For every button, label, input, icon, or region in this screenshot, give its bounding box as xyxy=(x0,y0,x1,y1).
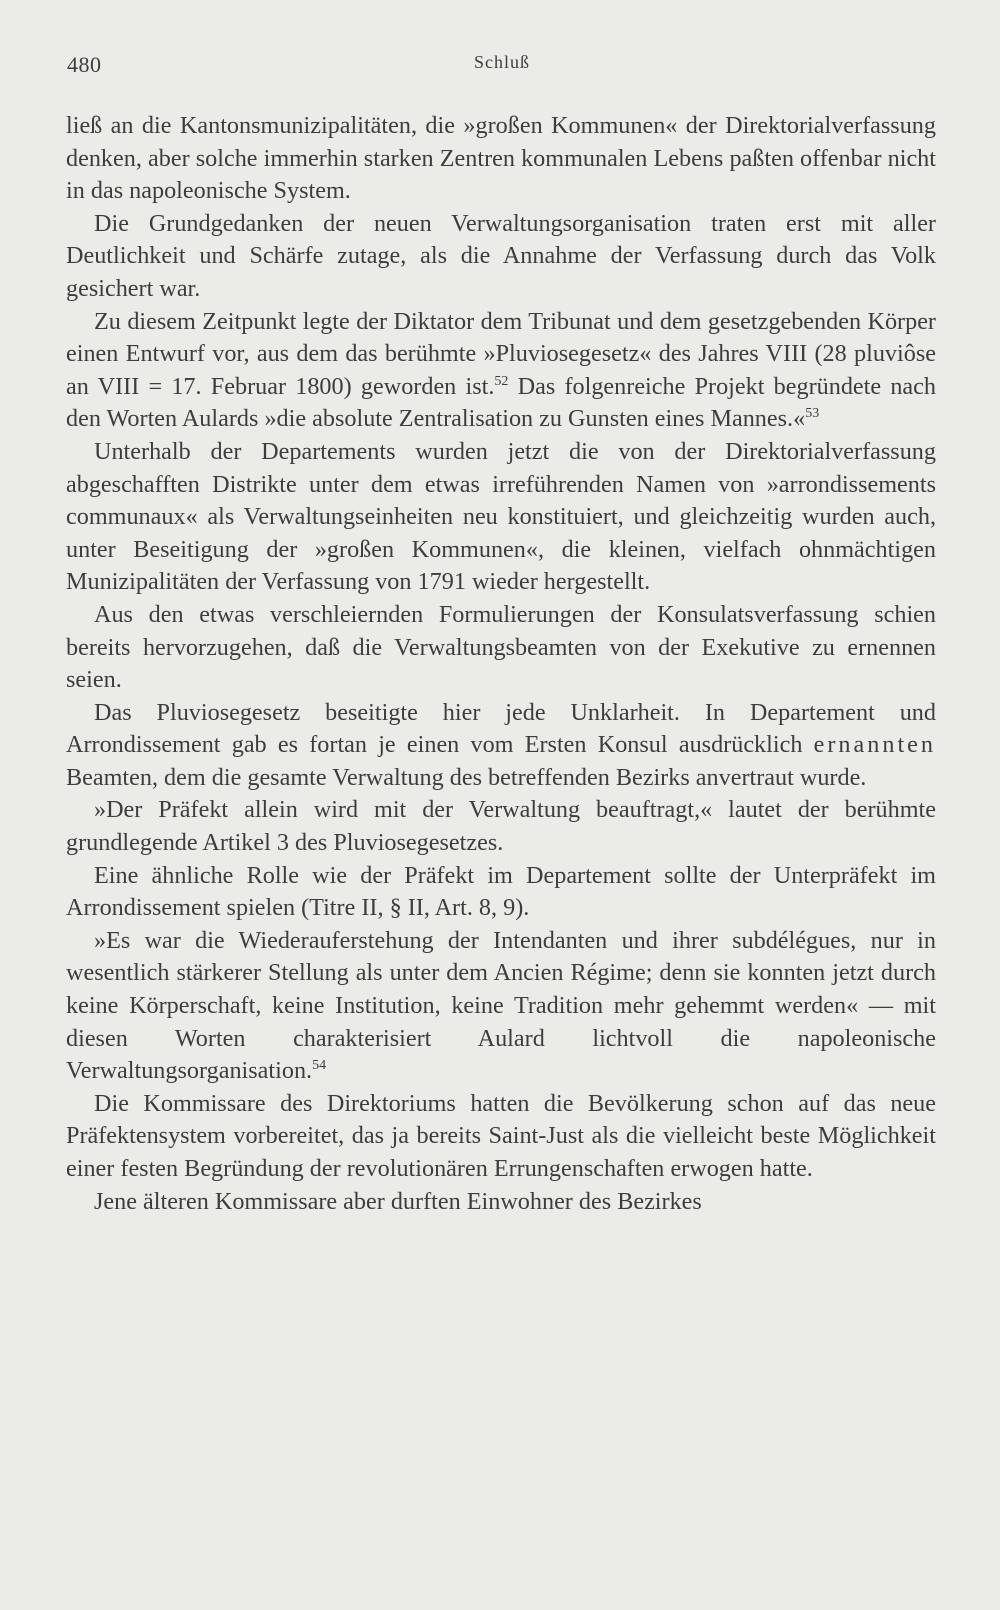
paragraph xyxy=(66,208,936,306)
page-header xyxy=(67,52,937,82)
body-text xyxy=(66,110,936,1218)
paragraph xyxy=(66,1088,936,1186)
paragraph-text: Eine ähnliche Rolle wie der Präfekt im Departement sollte der Unterpräfekt im Arrondissement spielen (Titre II, § II, Art. 8, 9). xyxy=(66,861,936,922)
paragraph-text: Unterhalb der Departements wurden jetzt die von der Direktorialverfassung abgeschafften Distrikte unter dem etwas irreführenden Namen von »arrondissements communaux« als Verwaltungseinheiten neu konstituiert, und gleichzeitig wurden auch, unter Beseitigung der »großen Kommunen«, die kleinen, vielfach ohnmächtigen Munizipalitäten der Verfassung von 1791 wieder hergestellt. xyxy=(66,437,936,596)
paragraph xyxy=(66,860,936,925)
paragraph-text: ließ an die Kantonsmunizipalitäten, die »großen Kommunen« der Direktorialverfassung denken, aber solche immerhin starken Zentren kommunalen Lebens paßten offenbar nicht in das napoleonische System. xyxy=(66,112,936,205)
paragraph xyxy=(66,599,936,697)
footnote-marker: 54 xyxy=(312,1058,327,1074)
paragraph xyxy=(66,697,936,795)
running-head: Schluß xyxy=(473,52,530,72)
paragraph-text: Das Pluviosegesetz beseitigte hier jede Unklarheit. In Departement und Arrondissement gab es fortan je einen vom Ersten Konsul ausdrücklich xyxy=(66,698,936,759)
paragraph-text: Beamten, dem die gesamte Verwaltung des betreffenden Bezirks anvertraut wurde. xyxy=(66,763,867,791)
paragraph xyxy=(66,794,936,859)
page-number: 480 xyxy=(67,52,102,77)
paragraph-text: Jene älteren Kommissare aber durften Einwohner des Bezirkes xyxy=(94,1187,702,1215)
paragraph xyxy=(66,110,936,208)
paragraph-text: »Es war die Wiederauferstehung der Intendanten und ihrer subdélégues, nur in wesentlich stärkerer Stellung als unter dem Ancien Régime; denn sie konnten jetzt durch keine Körperschaft, keine Institution, keine Tradition mehr gehemmt werden« — mit diesen Worten charakterisiert Aulard lichtvoll die napoleonische Verwaltungsorganisation. xyxy=(66,926,936,1085)
paragraph-text: »Der Präfekt allein wird mit der Verwaltung beauftragt,« lautet der berühmte grundlegende Artikel 3 des Pluviosegesetzes. xyxy=(66,796,936,857)
paragraph-text: Das folgenreiche Projekt begründete nach den Worten Aulards »die absolute Zentralisation zu Gunsten eines Mannes.« xyxy=(66,372,936,433)
paragraph xyxy=(66,925,936,1088)
paragraph xyxy=(66,1186,936,1219)
paragraph-text: Die Grundgedanken der neuen Verwaltungsorganisation traten erst mit aller Deutlichkeit und Schärfe zutage, als die Annahme der Verfassung durch das Volk gesichert war. xyxy=(66,209,936,302)
footnote-marker: 53 xyxy=(805,406,820,422)
paragraph xyxy=(66,436,936,599)
paragraph xyxy=(66,306,936,436)
paragraph-text: Aus den etwas verschleiernden Formulierungen der Konsulatsverfassung schien bereits hervorzugehen, daß die Verwaltungsbeamten von der Exekutive zu ernennen seien. xyxy=(66,600,936,694)
paragraph-text: Zu diesem Zeitpunkt legte der Diktator dem Tribunat und dem gesetzgebenden Körper einen Entwurf vor, aus dem das berühmte »Pluviosegesetz« des Jahres VIII (28 pluviôse an VIII = 17. Februar 1800) geworden ist. xyxy=(66,307,936,400)
paragraph-text: Die Kommissare des Direktoriums hatten die Bevölkerung schon auf das neue Präfektensystem vorbereitet, das ja bereits Saint-Just als die vielleicht beste Möglichkeit einer festen Begründung der revolutionären Errungenschaften erwogen hatte. xyxy=(66,1089,936,1182)
emphasized-word: ernannten xyxy=(813,731,936,759)
footnote-marker: 52 xyxy=(494,373,509,389)
